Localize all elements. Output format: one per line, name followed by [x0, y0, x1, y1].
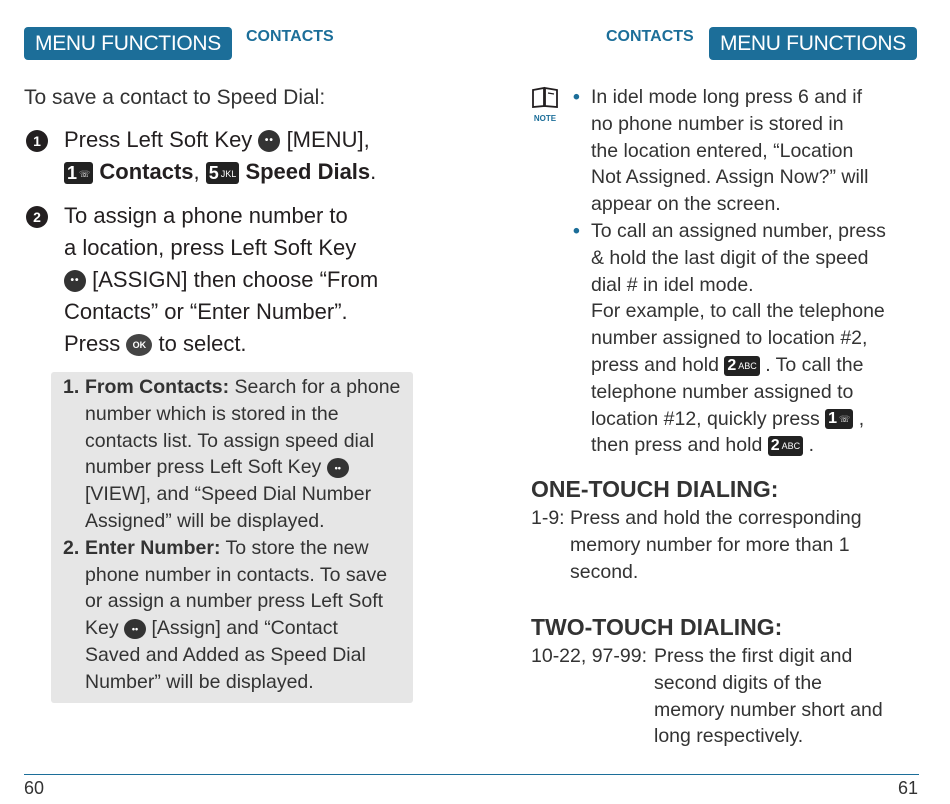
left-soft-key-icon: •• [124, 619, 146, 639]
list-text: Assigned” will be displayed. [85, 509, 325, 532]
list-text: Key [85, 617, 119, 640]
note-text: & hold the last digit of the speed [591, 246, 869, 269]
note-label: NOTE [533, 114, 557, 123]
note-text: no phone number is stored in [591, 112, 844, 135]
list-index: 1. [63, 376, 80, 398]
dial-text: second. [570, 560, 639, 583]
key-2-icon: 2 ABC [768, 436, 803, 456]
note-text: telephone number assigned to [591, 380, 854, 403]
bullet-icon: • [573, 219, 580, 242]
footer-rule [24, 774, 919, 775]
note-text: then press and hold [591, 434, 763, 457]
list-lead: From Contacts: [85, 376, 230, 398]
dial-text: second digits of the [654, 671, 823, 694]
menu-functions-badge: MENU FUNCTIONS [709, 27, 917, 60]
key-2-icon: 2 ABC [724, 356, 759, 376]
step-number: 1 [26, 130, 48, 152]
step-2-line: Press [64, 331, 121, 356]
page-number: 60 [24, 778, 45, 798]
section-label: CONTACTS [606, 28, 694, 45]
one-touch-heading: ONE-TOUCH DIALING: [531, 476, 779, 502]
step-1-text: Press Left Soft Key [64, 127, 253, 152]
list-text: Saved and Added as Speed Dial [85, 643, 366, 666]
intro-text: To save a contact to Speed Dial: [24, 86, 326, 109]
step-2-line: To assign a phone number to [64, 203, 348, 228]
separator: , [193, 159, 200, 184]
sub-step-list [63, 374, 411, 696]
note-text: appear on the screen. [591, 193, 781, 216]
list-text: Number” will be displayed. [85, 670, 314, 693]
one-touch-text [570, 505, 862, 585]
step-1 [26, 124, 436, 188]
note-text: press and hold [591, 353, 719, 376]
note-text: Not Assigned. Assign Now?” will [591, 166, 869, 189]
bullet-icon: • [573, 86, 580, 108]
note-text: In idel mode long press 6 and if [591, 86, 863, 108]
menu-label: [MENU], [286, 127, 370, 152]
list-text: phone number in contacts. To save [85, 563, 388, 586]
list-text: number press Left Soft Key [85, 456, 322, 479]
page-number: 61 [898, 778, 919, 798]
list-text: or assign a number press Left Soft [85, 590, 384, 613]
note-text: For example, to call the telephone [591, 300, 885, 323]
list-text: contacts list. To assign speed dial [85, 429, 375, 452]
two-touch-heading: TWO-TOUCH DIALING: [531, 614, 783, 640]
note-text: dial # in idel mode. [591, 273, 754, 296]
dial-text: memory number for more than 1 [570, 533, 850, 556]
list-index: 2. [63, 536, 80, 559]
menu-functions-badge: MENU FUNCTIONS [24, 27, 232, 60]
list-item [63, 535, 411, 696]
two-touch-range: 10-22, 97-99: [531, 645, 648, 667]
list-text: Search for a phone [234, 376, 401, 398]
dial-text: Press and hold the corresponding [570, 507, 862, 529]
list-item [573, 84, 923, 218]
step-2-line: Contacts” or “Enter Number”. [64, 299, 348, 324]
left-soft-key-icon: •• [258, 130, 280, 152]
note-text: To call an assigned number, press [591, 219, 886, 242]
key-5-icon: 5 JKL [206, 162, 240, 184]
note-text: the location entered, “Location [591, 139, 854, 162]
left-soft-key-icon: •• [327, 458, 349, 478]
left-soft-key-icon: •• [64, 270, 86, 292]
note-list [573, 84, 923, 459]
step-2-line: to select. [158, 331, 247, 356]
list-text: To store the new [225, 536, 369, 559]
list-item [573, 218, 923, 459]
list-text: [Assign] and “Contact [151, 617, 338, 640]
list-text: [VIEW], and “Speed Dial Number [85, 483, 372, 506]
ok-key-icon: OK [126, 334, 152, 356]
step-2-line: a location, press Left Soft Key [64, 235, 357, 260]
speed-dials-label: Speed Dials [245, 159, 371, 184]
note-text: . To call the [765, 353, 864, 376]
key-1-icon: 1 ☏ [64, 162, 93, 184]
note-text: , [858, 407, 865, 430]
list-text: number which is stored in the [85, 402, 339, 425]
step-2 [26, 200, 436, 360]
two-touch-text [654, 643, 883, 750]
dial-text: memory number short and [654, 698, 883, 721]
contacts-label: Contacts [99, 159, 194, 184]
step-number: 2 [26, 206, 48, 228]
one-touch-range: 1-9: [531, 507, 565, 529]
step-2-line: [ASSIGN] then choose “From [92, 267, 379, 292]
note-icon [531, 86, 559, 123]
note-text: . [808, 434, 814, 457]
note-text: location #12, quickly press [591, 407, 820, 430]
list-lead: Enter Number: [85, 536, 221, 559]
key-1-icon: 1 ☏ [825, 409, 853, 429]
note-text: number assigned to location #2, [591, 327, 868, 350]
period: . [370, 159, 377, 184]
section-label: CONTACTS [246, 28, 334, 45]
dial-text: long respectively. [654, 725, 804, 748]
list-item [63, 374, 411, 535]
dial-text: Press the first digit and [654, 645, 853, 667]
book-icon [531, 86, 559, 108]
